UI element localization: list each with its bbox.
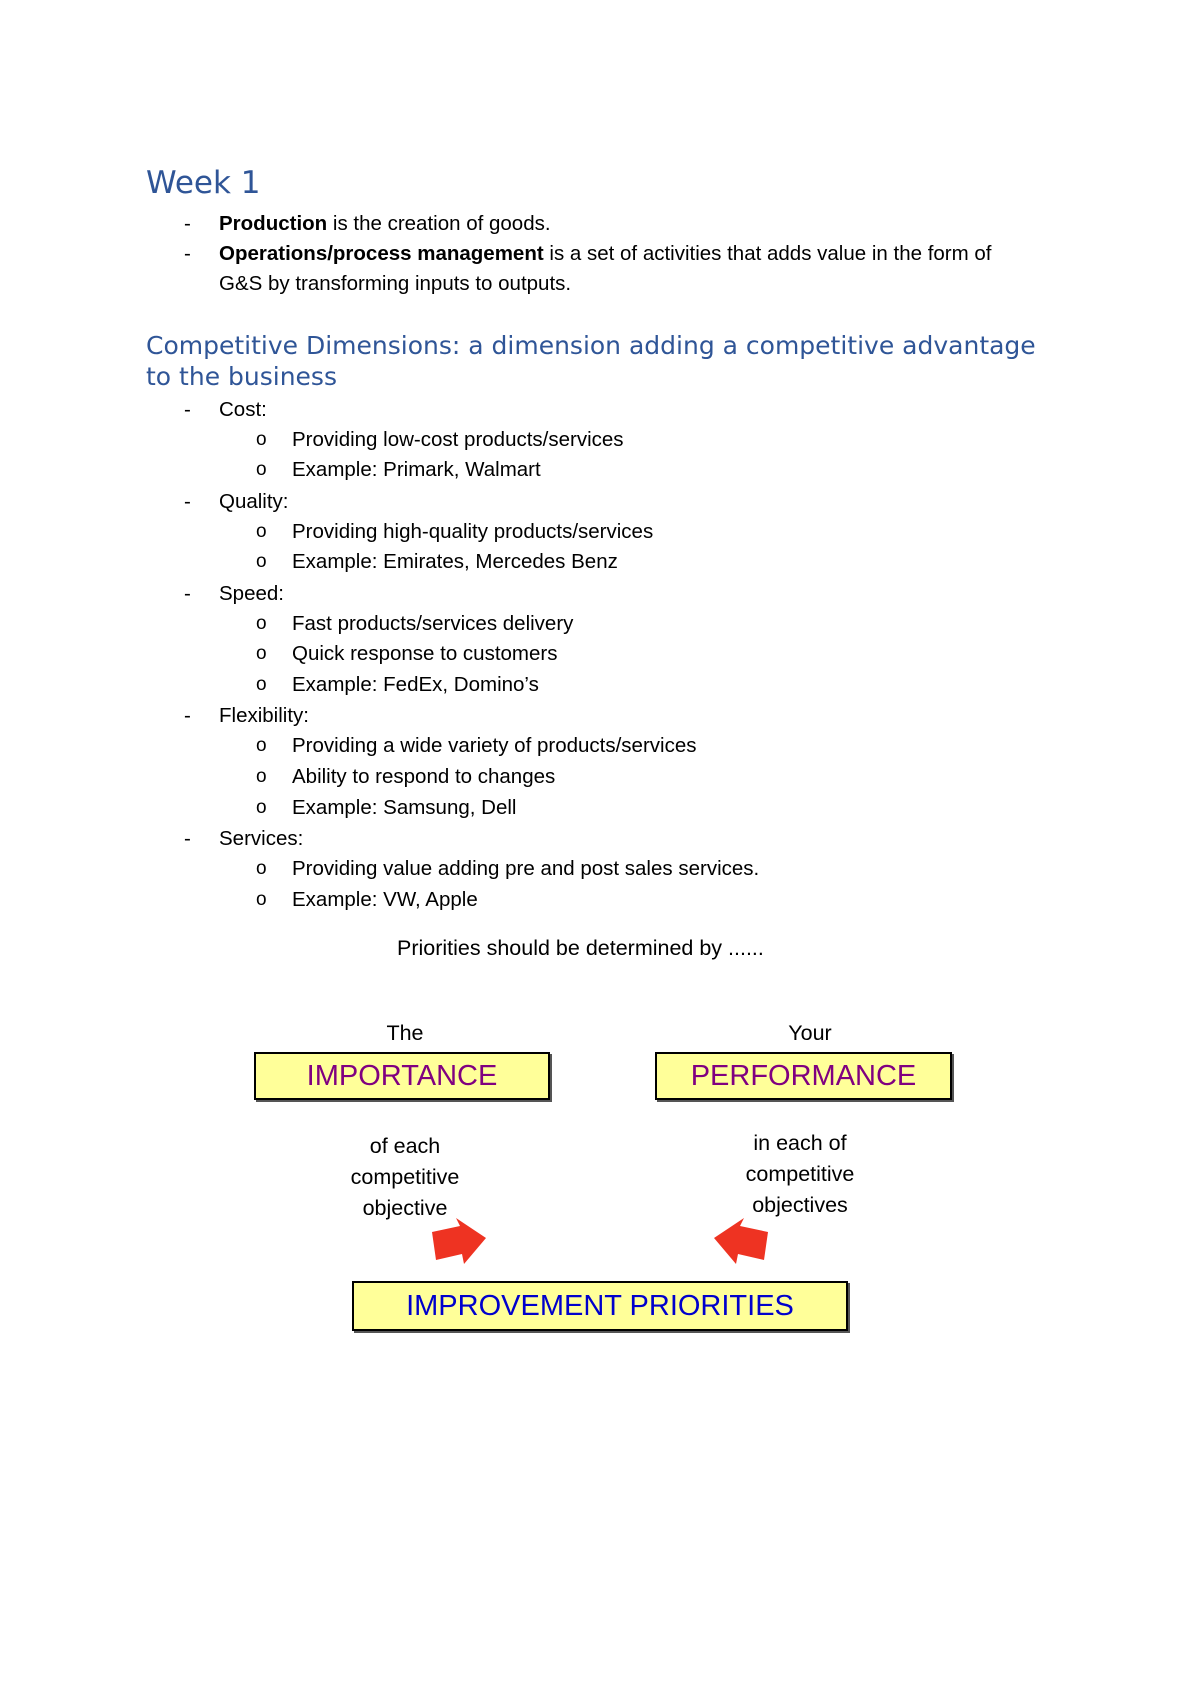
arrow-down-right-icon bbox=[430, 1218, 490, 1266]
definition-production: is the creation of goods. bbox=[327, 212, 551, 235]
dimension-item: Ability to respond to changes bbox=[292, 765, 556, 788]
circle-marker: o bbox=[256, 858, 267, 879]
diagram-caption: Priorities should be determined by ...... bbox=[397, 936, 764, 960]
importance-post-text bbox=[310, 1131, 500, 1224]
circle-marker: o bbox=[256, 889, 267, 910]
dash-marker: - bbox=[184, 490, 191, 513]
circle-marker: o bbox=[256, 643, 267, 664]
dimension-item: Example: Emirates, Mercedes Benz bbox=[292, 550, 618, 573]
performance-box: PERFORMANCE bbox=[655, 1052, 952, 1100]
performance-post-line: in each of bbox=[753, 1131, 847, 1155]
arrow-down-left-icon bbox=[710, 1218, 770, 1266]
importance-box: IMPORTANCE bbox=[254, 1052, 550, 1100]
dimension-item: Example: Samsung, Dell bbox=[292, 796, 517, 819]
circle-marker: o bbox=[256, 797, 267, 818]
heading-week: Week 1 bbox=[146, 165, 261, 201]
intro-item-text bbox=[219, 242, 992, 266]
dimension-item: Example: FedEx, Domino’s bbox=[292, 673, 539, 696]
dimension-item: Providing low-cost products/services bbox=[292, 428, 624, 451]
circle-marker: o bbox=[256, 766, 267, 787]
definition-operations: is a set of activities that adds value in the form of bbox=[543, 242, 992, 265]
circle-marker: o bbox=[256, 551, 267, 572]
term-operations: Operations/process management bbox=[219, 242, 544, 265]
dimension-item: Example: VW, Apple bbox=[292, 888, 478, 911]
dimension-item: Example: Primark, Walmart bbox=[292, 458, 541, 481]
performance-post-line: objectives bbox=[752, 1193, 848, 1217]
dash-marker: - bbox=[184, 582, 191, 605]
heading-competitive-dimensions: Competitive Dimensions: a dimension adding a competitive advantage to the business bbox=[146, 331, 1036, 391]
performance-post-text bbox=[705, 1128, 895, 1221]
circle-marker: o bbox=[256, 674, 267, 695]
circle-marker: o bbox=[256, 613, 267, 634]
improvement-priorities-box: IMPROVEMENT PRIORITIES bbox=[352, 1281, 848, 1331]
dimension-label: Flexibility: bbox=[219, 704, 309, 727]
intro-item-text bbox=[219, 212, 551, 236]
circle-marker: o bbox=[256, 735, 267, 756]
dimension-label: Speed: bbox=[219, 582, 284, 605]
dimension-item: Quick response to customers bbox=[292, 642, 558, 665]
dash-marker: - bbox=[184, 827, 191, 850]
dimension-item: Providing value adding pre and post sales services. bbox=[292, 857, 760, 880]
dimension-item: Providing a wide variety of products/services bbox=[292, 734, 697, 757]
performance-post-line: competitive bbox=[745, 1162, 855, 1186]
dimension-label: Services: bbox=[219, 827, 304, 850]
dash-marker: - bbox=[184, 242, 191, 265]
dimension-item: Fast products/services delivery bbox=[292, 612, 574, 635]
circle-marker: o bbox=[256, 429, 267, 450]
dimension-label: Cost: bbox=[219, 398, 267, 421]
dash-marker: - bbox=[184, 212, 191, 235]
importance-post-line: of each bbox=[369, 1134, 441, 1158]
dash-marker: - bbox=[184, 398, 191, 421]
importance-pre-label: The bbox=[386, 1021, 424, 1045]
importance-post-line: competitive bbox=[350, 1165, 460, 1189]
circle-marker: o bbox=[256, 521, 267, 542]
importance-post-line: objective bbox=[362, 1196, 448, 1220]
term-production: Production bbox=[219, 212, 328, 235]
dash-marker: - bbox=[184, 704, 191, 727]
dimension-label: Quality: bbox=[219, 490, 289, 513]
dimension-item: Providing high-quality products/services bbox=[292, 520, 654, 543]
performance-pre-label: Your bbox=[788, 1021, 832, 1045]
circle-marker: o bbox=[256, 459, 267, 480]
intro-item-continuation: G&S by transforming inputs to outputs. bbox=[219, 272, 572, 295]
